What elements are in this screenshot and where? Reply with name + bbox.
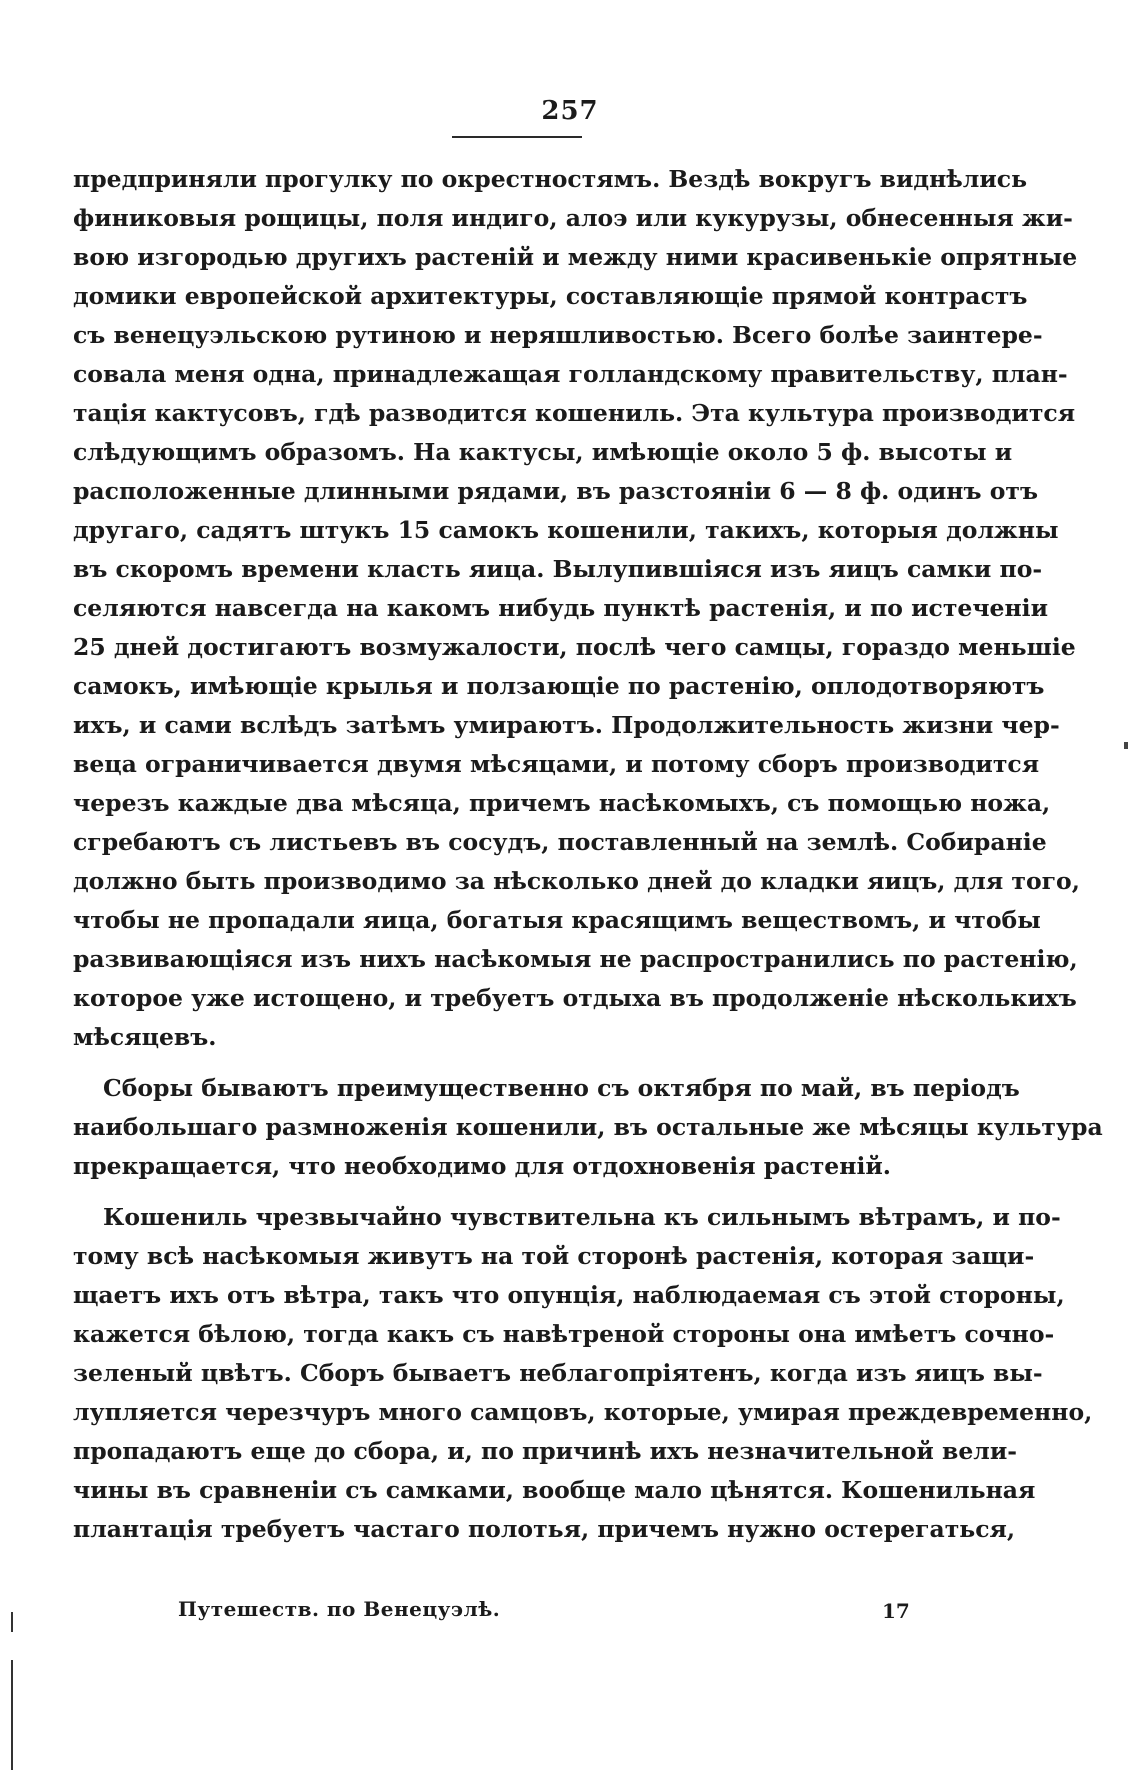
text-line: Сборы бываютъ преимущественно съ октября по май, въ періодъ xyxy=(103,1074,1020,1102)
paragraph xyxy=(73,1198,1093,1549)
text-line: наибольшаго размноженія кошенили, въ остальные же мѣсяцы культура xyxy=(73,1113,1103,1141)
text-line: черезъ каждые два мѣсяца, причемъ насѣкомыхъ, съ помощью ножа, xyxy=(73,789,1051,817)
paragraph-gap xyxy=(73,1057,953,1069)
text-line: другаго, садятъ штукъ 15 самокъ кошенили, такихъ, которыя должны xyxy=(73,516,1059,544)
text-line: тому всѣ насѣкомыя живутъ на той сторонѣ растенія, которая защи- xyxy=(73,1242,1035,1270)
text-line: прекращается, что необходимо для отдохновенія растеній. xyxy=(73,1152,891,1180)
text-line: слѣдующимъ образомъ. На кактусы, имѣющіе около 5 ф. высоты и xyxy=(73,438,1013,466)
scan-speck xyxy=(1124,742,1128,749)
text-line: селяются навсегда на какомъ нибудь пунктѣ растенія, и по истеченіи xyxy=(73,594,1049,622)
text-line: вою изгородью другихъ растеній и между ними красивенькіе опрятные xyxy=(73,243,1078,271)
text-line: веца ограничивается двумя мѣсяцами, и потому сборъ производится xyxy=(73,750,1040,778)
text-line: Кошениль чрезвычайно чувствительна къ сильнымъ вѣтрамъ, и по- xyxy=(103,1203,1061,1231)
scan-edge-mark xyxy=(11,1612,13,1632)
page-number: 257 xyxy=(541,96,599,126)
text-line: тація кактусовъ, гдѣ разводится кошениль. Эта культура производится xyxy=(73,399,1076,427)
text-line: ихъ, и сами вслѣдъ затѣмъ умираютъ. Продолжительность жизни чер- xyxy=(73,711,1060,739)
text-line: лупляется черезчуръ много самцовъ, которые, умирая преждевременно, xyxy=(73,1398,1093,1426)
text-line: чины въ сравненіи съ самками, вообще мало цѣнятся. Кошенильная xyxy=(73,1476,1036,1504)
text-line: которое уже истощено, и требуетъ отдыха въ продолженіе нѣсколькихъ xyxy=(73,984,1077,1012)
body-text xyxy=(73,160,1103,1549)
text-line: развивающіяся изъ нихъ насѣкомыя не распространились по растенію, xyxy=(73,945,1078,973)
text-line: кажется бѣлою, тогда какъ съ навѣтреной стороны она имѣетъ сочно- xyxy=(73,1320,1055,1348)
text-line: плантація требуетъ частаго полотья, причемъ нужно остерегаться, xyxy=(73,1515,1016,1543)
footer-running-title: Путешеств. по Венецуэлѣ. xyxy=(178,1597,501,1621)
text-line: предприняли прогулку по окрестностямъ. Вездѣ вокругъ виднѣлись xyxy=(73,165,1028,193)
paragraph xyxy=(73,160,1080,1057)
header-rule xyxy=(452,136,582,138)
scan-edge-mark xyxy=(11,1660,13,1770)
text-line: въ скоромъ времени класть яица. Вылупившіяся изъ яицъ самки по- xyxy=(73,555,1043,583)
text-line: финиковыя рощицы, поля индиго, алоэ или кукурузы, обнесенныя жи- xyxy=(73,204,1073,232)
text-line: совала меня одна, принадлежащая голландскому правительству, план- xyxy=(73,360,1068,388)
text-line: должно быть производимо за нѣсколько дней до кладки яицъ, для того, xyxy=(73,867,1080,895)
text-line: 25 дней достигаютъ возмужалости, послѣ чего самцы, гораздо меньшіе xyxy=(73,633,1076,661)
text-line: сгребаютъ съ листьевъ въ сосудъ, поставленный на землѣ. Собираніе xyxy=(73,828,1047,856)
text-line: зеленый цвѣтъ. Сборъ бываетъ неблагопріятенъ, когда изъ яицъ вы- xyxy=(73,1359,1043,1387)
text-line: чтобы не пропадали яица, богатыя красящимъ веществомъ, и чтобы xyxy=(73,906,1041,934)
paragraph-gap xyxy=(73,1186,953,1198)
text-line: расположенные длинными рядами, въ разстояніи 6 — 8 ф. одинъ отъ xyxy=(73,477,1038,505)
text-line: домики европейской архитектуры, составляющіе прямой контрастъ xyxy=(73,282,1028,310)
text-line: пропадаютъ еще до сбора, и, по причинѣ ихъ незначительной вели- xyxy=(73,1437,1018,1465)
text-line: самокъ, имѣющіе крылья и ползающіе по растенію, оплодотворяютъ xyxy=(73,672,1045,700)
paragraph xyxy=(73,1069,1103,1186)
footer-signature-mark: 17 xyxy=(882,1599,910,1623)
text-line: съ венецуэльскою рутиною и неряшливостью. Всего болѣе заинтере- xyxy=(73,321,1043,349)
text-line: мѣсяцевъ. xyxy=(73,1023,217,1051)
text-line: щаетъ ихъ отъ вѣтра, такъ что опунція, наблюдаемая съ этой стороны, xyxy=(73,1281,1065,1309)
